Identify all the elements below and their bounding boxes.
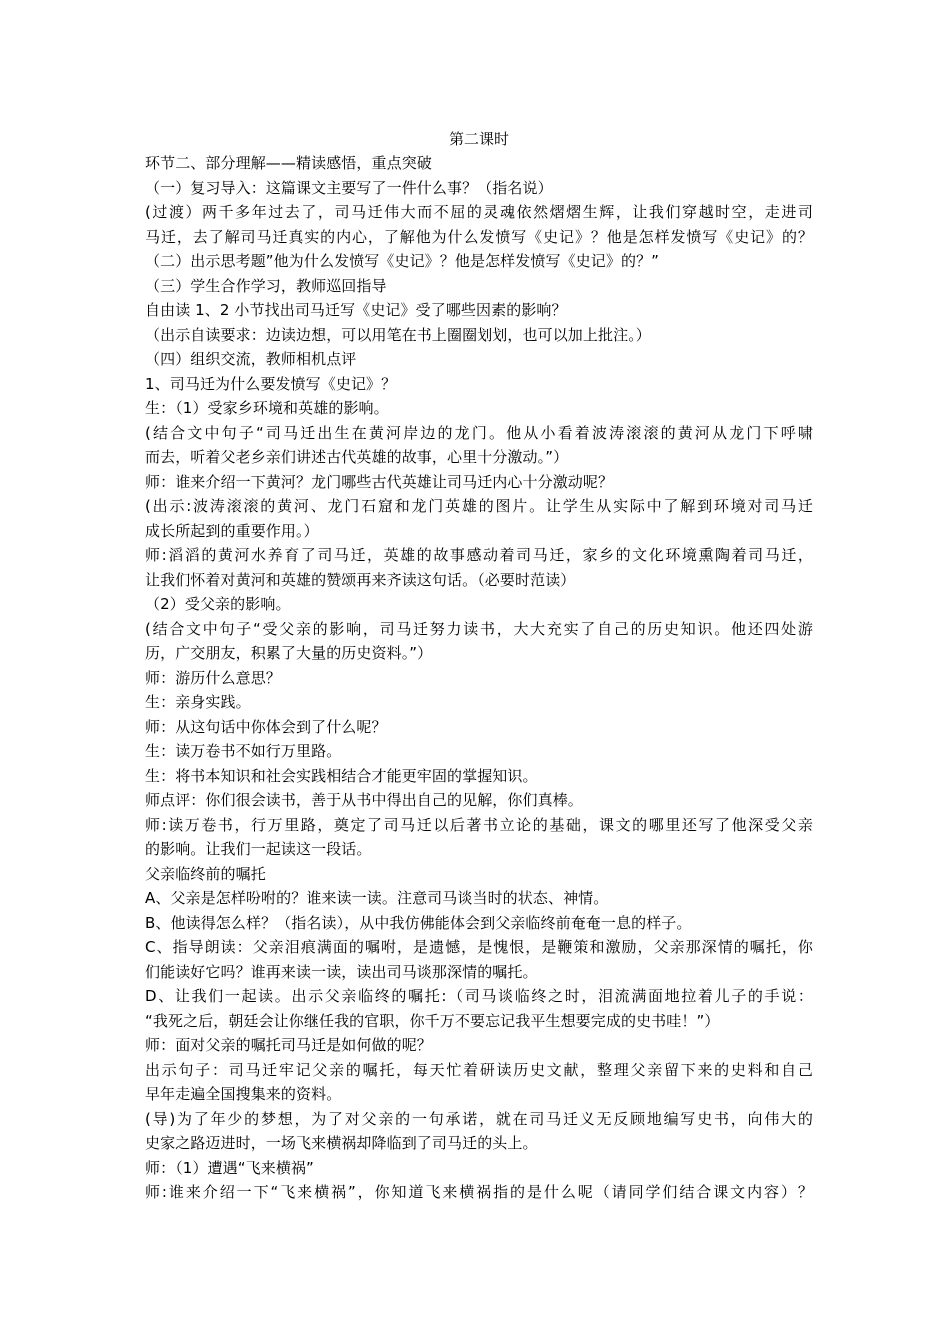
text-line: 自由读 1、2 小节找出司马迁写《史记》受了哪些因素的影响？ xyxy=(145,301,567,319)
text-line: (过渡）两千多年过去了，司马迁伟大而不屈的灵魂依然熠熠生辉，让我们穿越时空，走进司 xyxy=(145,203,813,221)
text-line: 们能读好它吗？谁再来读一读，读出司马谈那深情的嘱托。 xyxy=(145,962,538,981)
text-line: 师:谁来介绍一下“飞来横祸”，你知道飞来横祸指的是什么呢（请同学们结合课文内容）？ xyxy=(145,1183,813,1201)
text-line: （出示自读要求：边读边想，可以用笔在书上圈圈划划，也可以加上批注。） xyxy=(145,325,651,344)
text-line: “我死之后，朝廷会让你继任我的官职，你千万不要忘记我平生想要完成的史书哇！”） xyxy=(145,1011,720,1030)
text-line: 师：（1）遭遇“飞来横祸” xyxy=(145,1158,314,1177)
text-line: 生：将书本知识和社会实践相结合才能更牢固的掌握知识。 xyxy=(145,766,538,785)
text-line: A、父亲是怎样吩咐的？谁来读一读。注意司马谈当时的状态、神情。 xyxy=(145,889,609,907)
text-line: 出示句子：司马迁牢记父亲的嘱托，每天忙着研读历史文献，整理父亲留下来的史料和自己 xyxy=(145,1060,813,1079)
text-line: (结合文中句子“受父亲的影响，司马迁努力读书，大大充实了自己的历史知识。他还四处游 xyxy=(145,619,813,638)
document-title: 第二课时 xyxy=(448,130,509,148)
text-line: (出示:波涛滚滚的黄河、龙门石窟和龙门英雄的图片。让学生从实际中了解到环境对司马迁 xyxy=(145,497,813,515)
text-line: 早年走遍全国搜集来的资料。 xyxy=(145,1085,342,1103)
text-line: （二）出示思考题”他为什么发愤写《史记》？他是怎样发愤写《史记》的？” xyxy=(145,252,660,270)
text-line: （三）学生合作学习，教师巡回指导 xyxy=(145,276,387,295)
text-line: 1、司马迁为什么要发愤写《史记》？ xyxy=(145,374,397,393)
text-line: (结合文中句子“司马迁出生在黄河岸边的龙门。他从小看着波涛滚滚的黄河从龙门下呼啸 xyxy=(145,423,813,442)
text-line: 师：面对父亲的嘱托司马迁是如何做的呢？ xyxy=(145,1036,432,1054)
text-line: 而去，听着父老乡亲们讲述古代英雄的故事，心里十分激动。”） xyxy=(145,448,569,466)
text-line: 生：读万卷书不如行万里路。 xyxy=(145,742,342,760)
text-line: 师:读万卷书，行万里路，奠定了司马迁以后著书立论的基础，课文的哪里还写了他深受父亲 xyxy=(145,815,813,834)
text-line: 生：亲身实践。 xyxy=(145,693,251,711)
text-line: 父亲临终前的嘱托 xyxy=(145,864,266,883)
text-line: 师：游历什么意思？ xyxy=(145,668,281,687)
text-line: 师：从这句话中你体会到了什么呢？ xyxy=(145,717,387,736)
text-line: 师：谁来介绍一下黄河？龙门哪些古代英雄让司马迁内心十分激动呢？ xyxy=(145,472,614,491)
text-line: D、让我们一起读。出示父亲临终的嘱托:（司马谈临终之时，泪流满面地拉着儿子的手说： xyxy=(145,987,813,1005)
text-line: (导)为了年少的梦想，为了对父亲的一句承诺，就在司马迁义无反顾地编写史书，向伟大的 xyxy=(145,1109,813,1128)
text-line: （2）受父亲的影响。 xyxy=(145,595,291,613)
text-line: （一）复习导入：这篇课文主要写了一件什么事？（指名说） xyxy=(145,178,553,197)
text-line: 让我们怀着对黄河和英雄的赞颂再来齐读这句话。（必要时范读） xyxy=(145,570,576,589)
text-line: 历，广交朋友，积累了大量的历史资料。”） xyxy=(145,644,433,662)
document-body xyxy=(145,127,813,1205)
text-line: 师:滔滔的黄河水养育了司马迁，英雄的故事感动着司马迁，家乡的文化环境熏陶着司马迁， xyxy=(145,546,813,564)
text-line: 成长所起到的重要作用。） xyxy=(145,521,319,540)
text-line: 环节二、部分理解——精读感悟，重点突破 xyxy=(145,154,432,172)
text-line: B、他读得怎么样？（指名读），从中我仿佛能体会到父亲临终前奄奄一息的样子。 xyxy=(145,913,692,932)
text-line: C、指导朗读：父亲泪痕满面的嘱咐，是遗憾，是愧恨，是鞭策和激励，父亲那深情的嘱托，你 xyxy=(145,938,813,956)
text-line: 的影响。让我们一起读这一段话。 xyxy=(145,840,372,858)
text-line: 马迁，去了解司马迁真实的内心，了解他为什么发愤写《史记》？他是怎样发愤写《史记》的？ xyxy=(145,227,813,246)
text-line: 生：（1）受家乡环境和英雄的影响。 xyxy=(145,399,389,417)
text-line: （四）组织交流，教师相机点评 xyxy=(145,350,357,368)
text-line: 师点评：你们很会读书，善于从书中得出自己的见解，你们真棒。 xyxy=(145,791,583,809)
text-line: 史家之路迈进时，一场飞来横祸却降临到了司马迁的头上。 xyxy=(145,1134,538,1152)
